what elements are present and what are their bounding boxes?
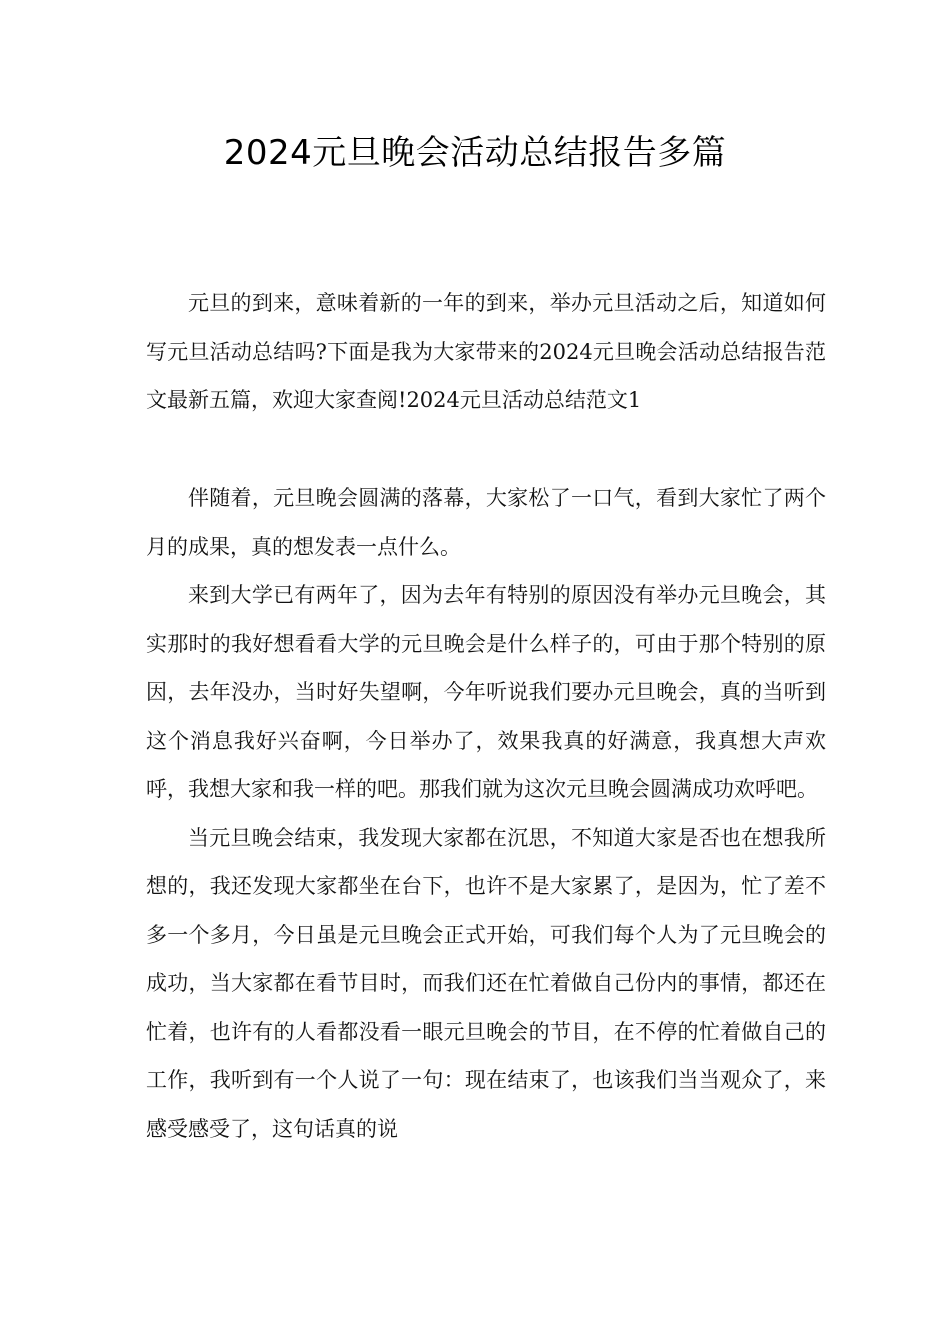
intro-section	[146, 279, 826, 425]
body-section	[146, 474, 826, 1153]
body-paragraph-2: 来到大学已有两年了，因为去年有特别的原因没有举办元旦晚会，其实那时的我好想看看大学的元旦晚会是什么样子的，可由于那个特别的原因，去年没办，当时好失望啊，今年听说我们要办元旦晚会，真的当听到这个消息我好兴奋啊，今日举办了，效果我真的好满意，我真想大声欢呼，我想大家和我一样的吧。那我们就为这次元旦晚会圆满成功欢呼吧。	[146, 583, 826, 801]
intro-paragraph: 元旦的到来，意味着新的一年的到来，举办元旦活动之后，知道如何写元旦活动总结吗?下面是我为大家带来的2024元旦晚会活动总结报告范文最新五篇，欢迎大家查阅!2024元旦活动总结范文1	[146, 291, 826, 412]
body-paragraph-3: 当元旦晚会结束，我发现大家都在沉思，不知道大家是否也在想我所想的，我还发现大家都坐在台下，也许不是大家累了，是因为，忙了差不多一个多月，今日虽是元旦晚会正式开始，可我们每个人为了元旦晚会的成功，当大家都在看节目时，而我们还在忙着做自己份内的事情，都还在忙着，也许有的人看都没看一眼元旦晚会的节目，在不停的忙着做自己的工作，我听到有一个人说了一句：现在结束了，也该我们当当观众了，来感受感受了，这句话真的说	[146, 825, 826, 1141]
body-paragraph-1: 伴随着，元旦晚会圆满的落幕，大家松了一口气，看到大家忙了两个月的成果，真的想发表一点什么。	[146, 486, 826, 559]
document-title: 2024元旦晚会活动总结报告多篇	[223, 133, 727, 173]
